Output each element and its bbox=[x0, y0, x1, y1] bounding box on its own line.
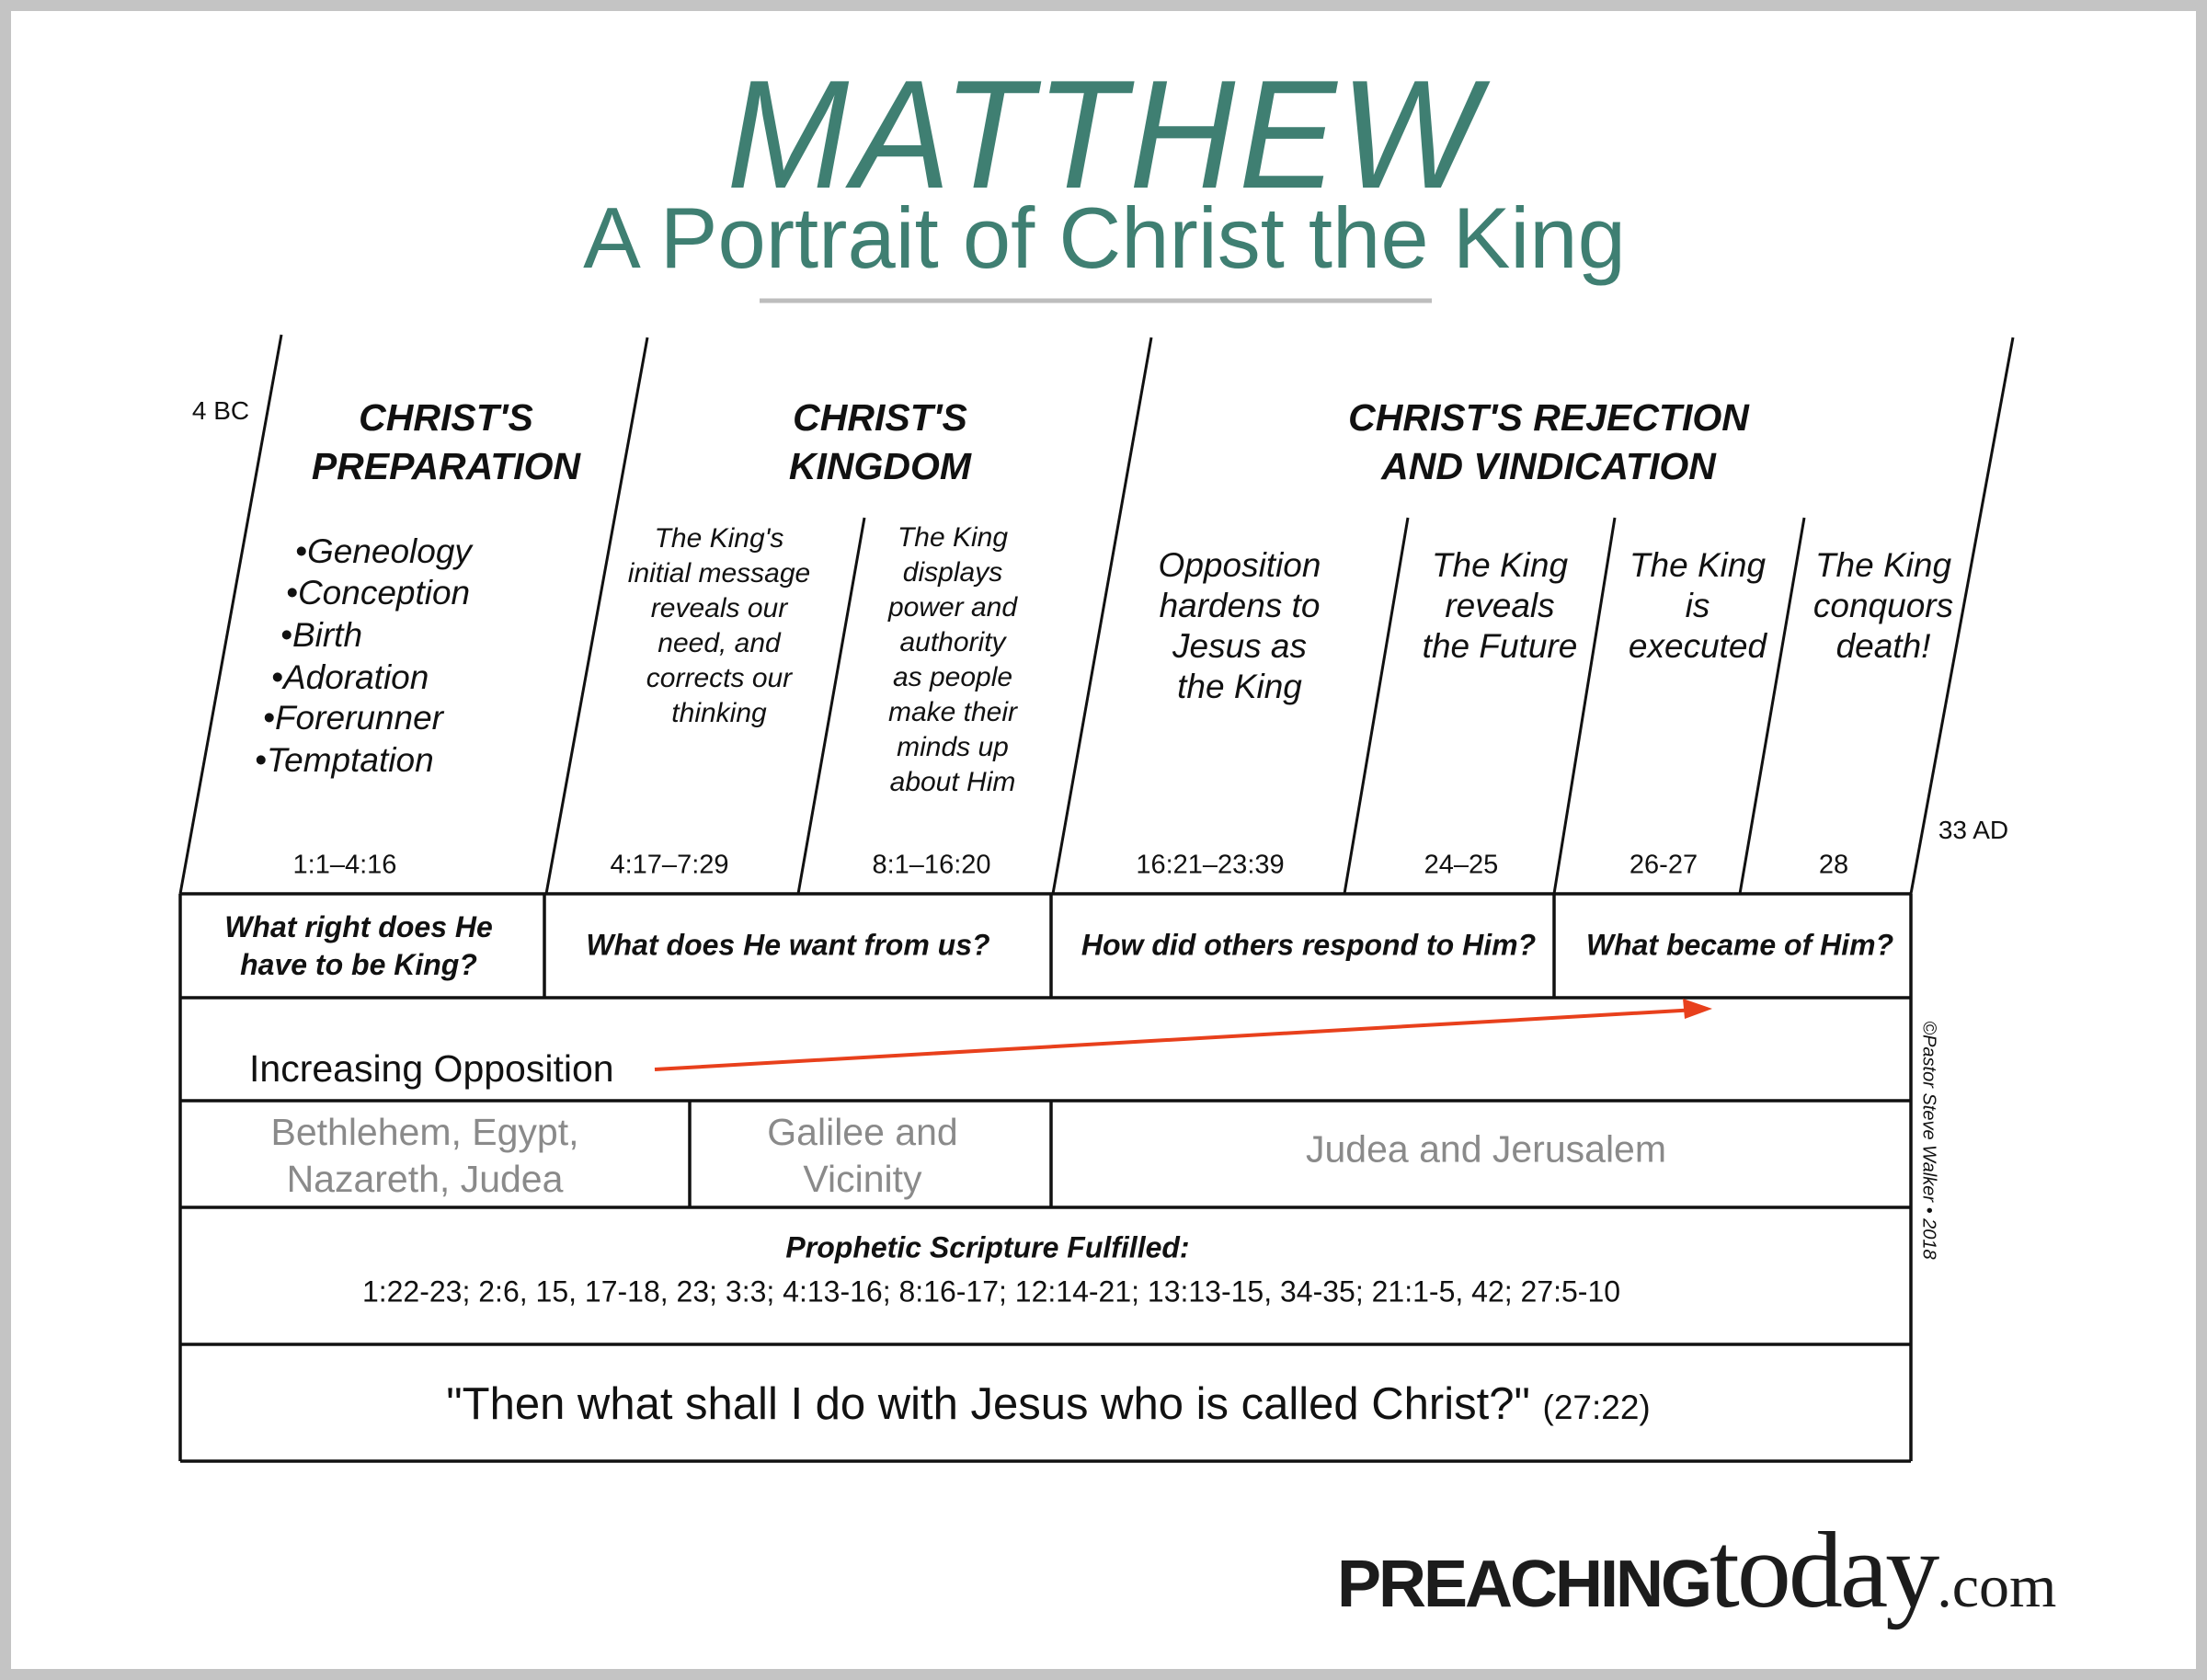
desc-line: is bbox=[1685, 587, 1710, 624]
scripture-reference: 28 bbox=[1818, 850, 1849, 880]
desc-line: executed bbox=[1628, 627, 1767, 665]
location-cell bbox=[270, 1109, 578, 1203]
desc-line: The King bbox=[1629, 546, 1767, 584]
scripture-reference: 1:1–4:16 bbox=[292, 850, 397, 880]
desc-line: reveals bbox=[1445, 587, 1555, 624]
question-cell bbox=[224, 909, 493, 984]
location-cell bbox=[767, 1109, 957, 1203]
desc-line: The King bbox=[1431, 546, 1569, 584]
question-line: What right does He bbox=[224, 910, 493, 943]
desc-line: thinking bbox=[671, 698, 767, 728]
page-subtitle: A Portrait of Christ the King bbox=[583, 189, 1626, 286]
subsection-description bbox=[888, 520, 1017, 800]
question-cell: How did others respond to Him? bbox=[1081, 928, 1537, 962]
desc-line: the King bbox=[1177, 668, 1302, 705]
copyright: ©Pastor Steve Walker • 2018 bbox=[1918, 1021, 1939, 1260]
scripture-reference: 26-27 bbox=[1629, 850, 1698, 880]
desc-line: Jesus as bbox=[1172, 627, 1308, 665]
desc-line: initial message bbox=[627, 558, 811, 589]
question-cell: What does He want from us? bbox=[586, 928, 990, 962]
section-heading-kingdom bbox=[789, 394, 971, 491]
quote-text: "Then what shall I do with Jesus who is called Christ?" bbox=[446, 1379, 1530, 1429]
location-line: Nazareth, Judea bbox=[286, 1158, 564, 1200]
prophecy-label: Prophetic Scripture Fulfilled: bbox=[785, 1230, 1190, 1264]
desc-line: hardens to bbox=[1159, 587, 1321, 624]
logo-preaching: PREACHING bbox=[1337, 1548, 1710, 1621]
desc-line: the Future bbox=[1422, 627, 1578, 665]
desc-line: about Him bbox=[889, 767, 1016, 797]
timeline-start: 4 BC bbox=[191, 396, 250, 425]
question-cell: What became of Him? bbox=[1585, 928, 1894, 962]
subdivider-rejection-1 bbox=[1344, 518, 1408, 894]
desc-line: conquors bbox=[1812, 587, 1954, 624]
location-line: Galilee and bbox=[767, 1111, 958, 1153]
location-line: Vicinity bbox=[803, 1158, 922, 1200]
timeline-end: 33 AD bbox=[1938, 816, 2009, 844]
scripture-reference: 24–25 bbox=[1424, 850, 1499, 880]
bullet-item: •Forerunner bbox=[263, 699, 443, 737]
desc-line: death! bbox=[1835, 627, 1931, 665]
bullet-item: •Geneology bbox=[295, 532, 472, 570]
desc-line: as people bbox=[892, 662, 1013, 692]
prophecy-references: 1:22-23; 2:6, 15, 17-18, 23; 3:3; 4:13-16; 8:16-17; 12:14-21; 13:13-15, 34-35; 21:1-5, 42; 27:5-10 bbox=[361, 1274, 1621, 1309]
subsection-description bbox=[628, 521, 810, 731]
heading-line: KINGDOM bbox=[788, 445, 972, 487]
desc-line: corrects our bbox=[646, 663, 793, 693]
quote bbox=[446, 1378, 1651, 1430]
desc-line: minds up bbox=[897, 732, 1009, 762]
desc-line: power and bbox=[887, 592, 1018, 623]
divider-kingdom-rejection bbox=[1053, 337, 1151, 894]
section-heading-rejection bbox=[1348, 394, 1749, 491]
question-line: have to be King? bbox=[240, 948, 477, 981]
heading-line: AND VINDICATION bbox=[1381, 445, 1716, 487]
desc-line: authority bbox=[899, 627, 1006, 657]
logo-today: today bbox=[1710, 1510, 1938, 1630]
location-line: Bethlehem, Egypt, bbox=[270, 1111, 579, 1153]
heading-line: CHRIST'S bbox=[359, 396, 533, 439]
scripture-reference: 4:17–7:29 bbox=[610, 850, 729, 880]
subsection-description bbox=[1159, 545, 1321, 707]
desc-line: displays bbox=[902, 557, 1003, 588]
opposition-arrowhead bbox=[1683, 999, 1712, 1019]
desc-line: Opposition bbox=[1158, 546, 1321, 584]
bullet-item: •Temptation bbox=[255, 741, 434, 779]
scripture-reference: 8:1–16:20 bbox=[872, 850, 991, 880]
opposition-label: Increasing Opposition bbox=[249, 1047, 614, 1090]
subsection-description bbox=[1629, 545, 1767, 667]
page-title: MATTHEW bbox=[726, 48, 1482, 221]
subsection-description bbox=[1423, 545, 1578, 667]
heading-line: PREPARATION bbox=[311, 445, 581, 487]
bullet-item: •Adoration bbox=[271, 658, 429, 696]
bullet-item: •Conception bbox=[286, 574, 471, 611]
heading-line: CHRIST'S REJECTION bbox=[1348, 396, 1749, 439]
scripture-reference: 16:21–23:39 bbox=[1136, 850, 1285, 880]
desc-line: need, and bbox=[658, 628, 781, 658]
heading-line: CHRIST'S bbox=[793, 396, 967, 439]
subsection-description bbox=[1813, 545, 1953, 667]
desc-line: make their bbox=[887, 697, 1018, 727]
quote-reference: (27:22) bbox=[1542, 1389, 1651, 1426]
preaching-today-logo[interactable] bbox=[1337, 1508, 2056, 1628]
opposition-arrow bbox=[655, 1010, 1697, 1069]
desc-line: The King bbox=[897, 522, 1009, 553]
bullet-item: •Birth bbox=[280, 616, 363, 654]
desc-line: The King bbox=[1814, 546, 1952, 584]
logo-com: .com bbox=[1937, 1553, 2057, 1620]
location-cell: Judea and Jerusalem bbox=[1305, 1127, 1667, 1171]
section-heading-preparation bbox=[312, 394, 580, 491]
desc-line: reveals our bbox=[650, 593, 788, 623]
desc-line: The King's bbox=[654, 523, 784, 554]
